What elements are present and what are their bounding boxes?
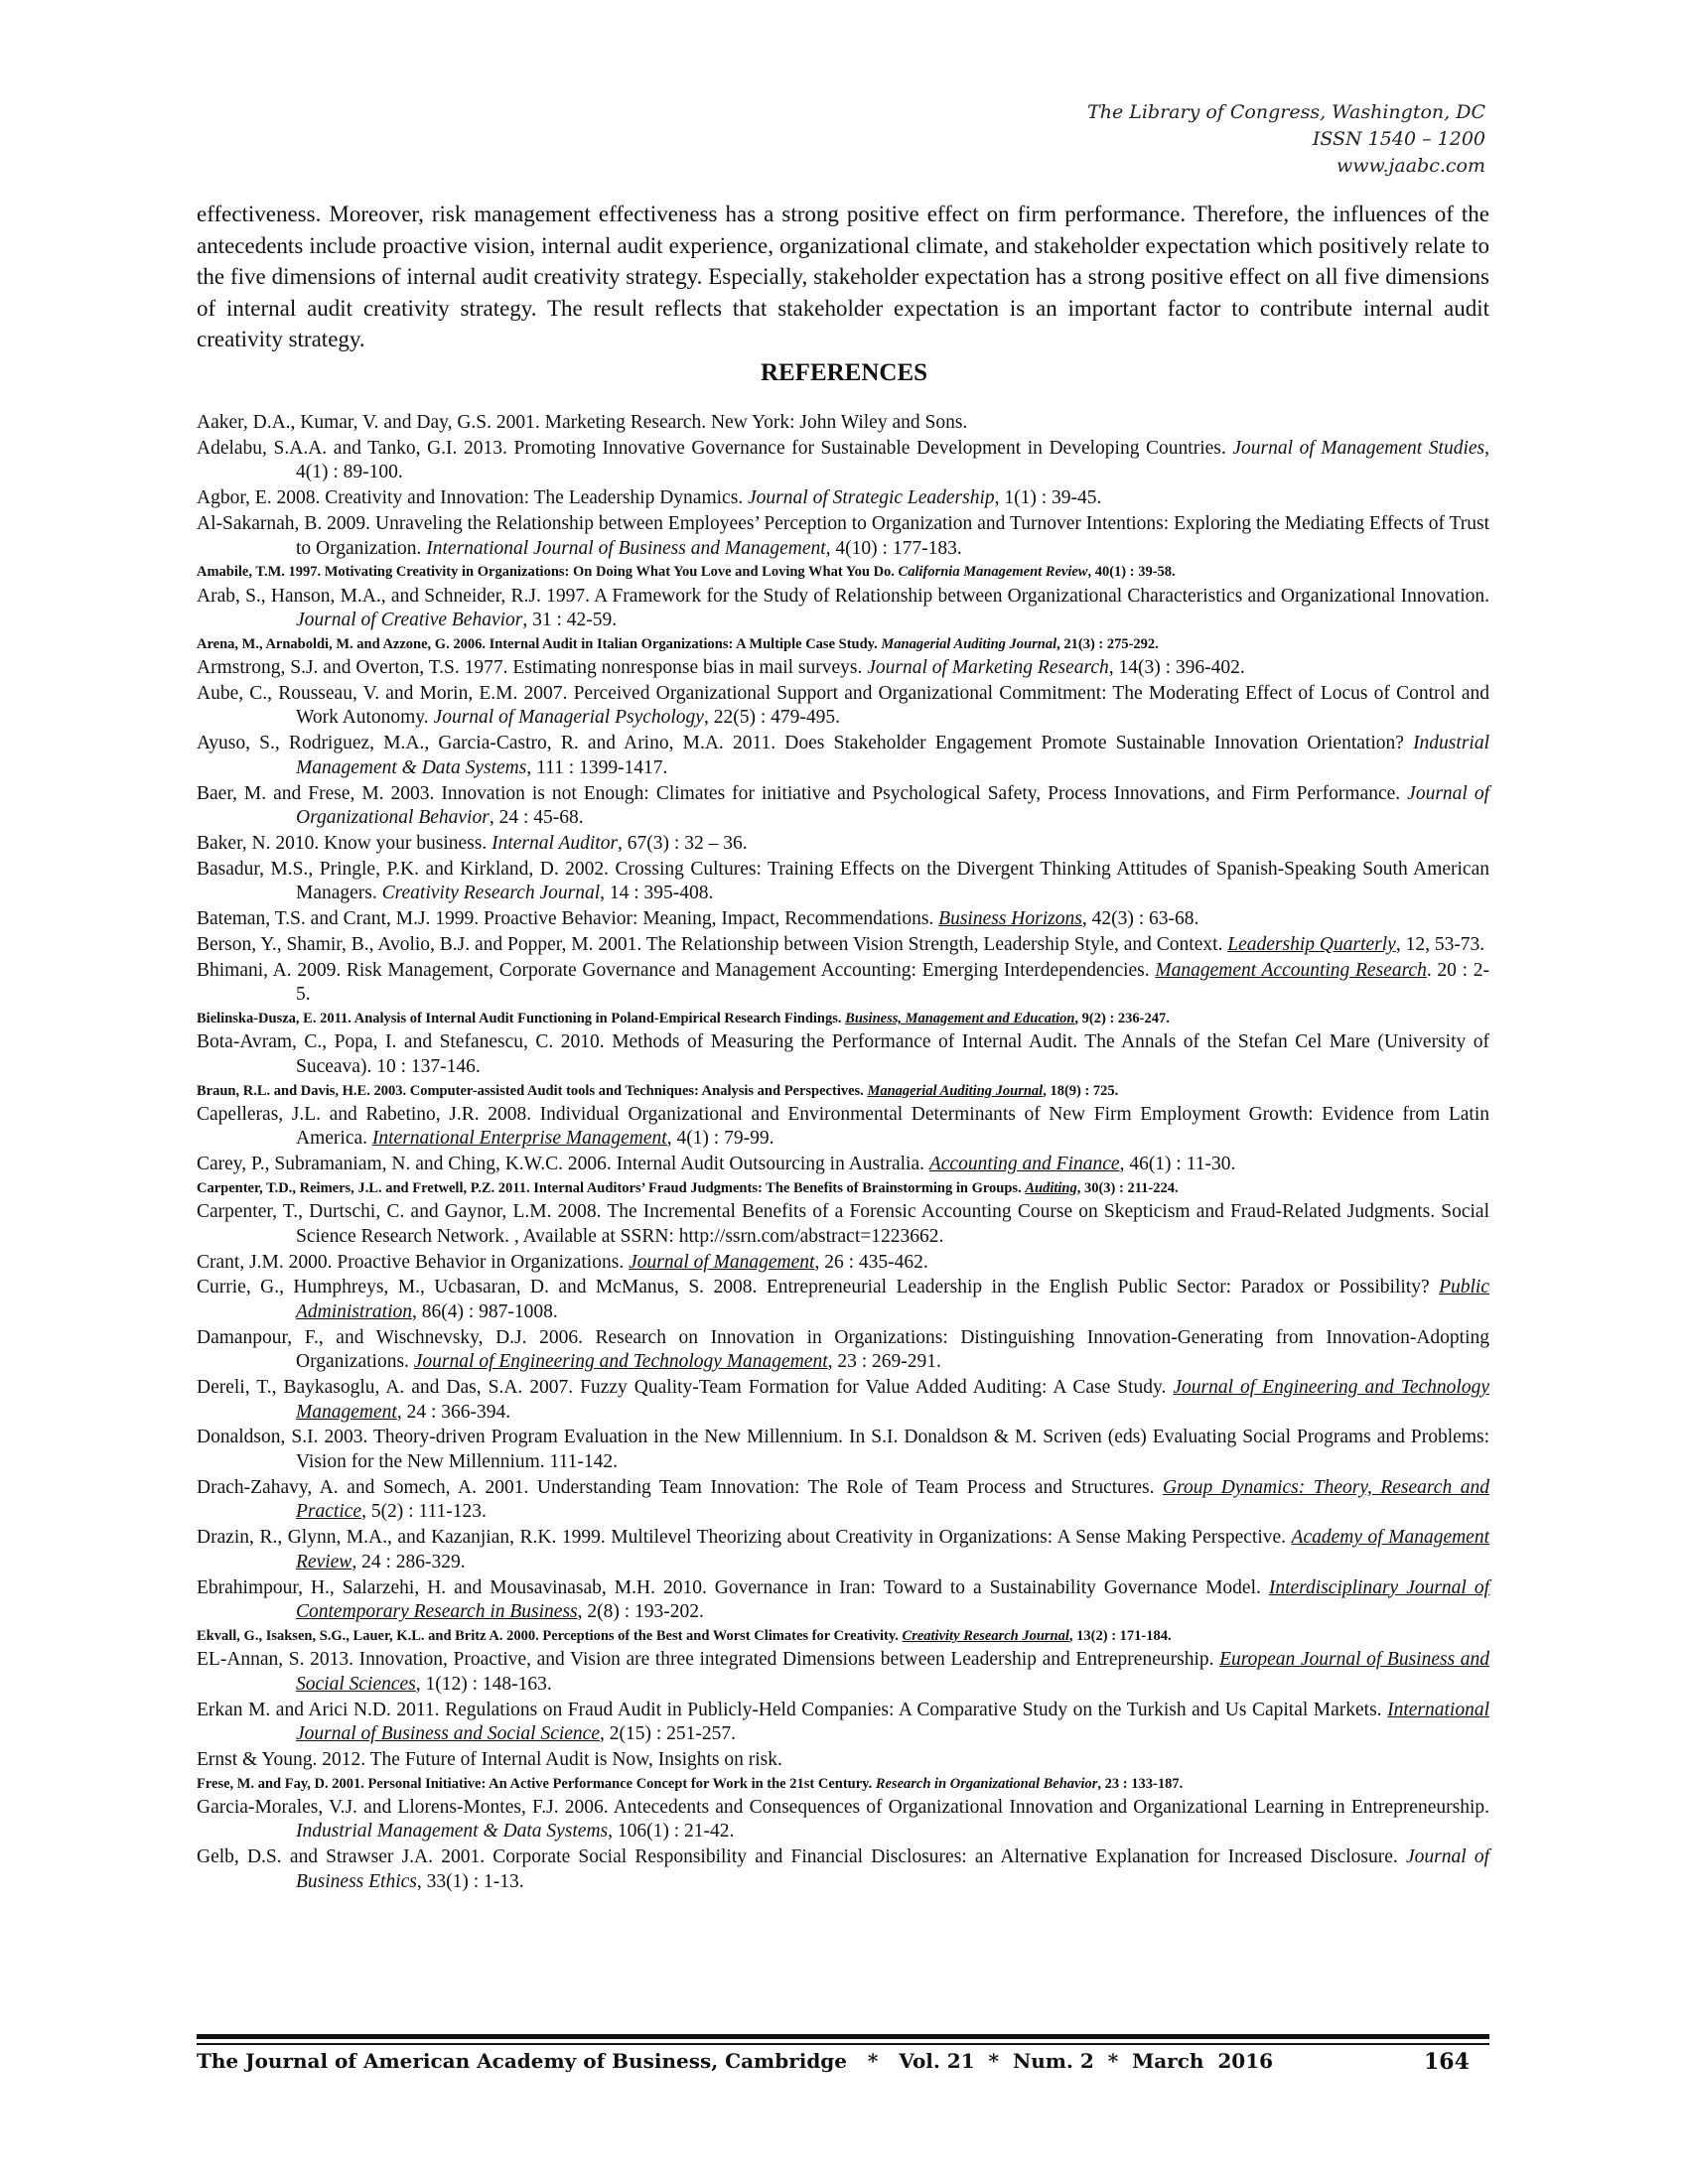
reference-text: EL-Annan, S. 2013. Innovation, Proactive, and Vision are three integrated Dimensions between Leadership and Entrepreneurship. bbox=[197, 1649, 1220, 1671]
reference-volume: , 1(1) : 39-45. bbox=[994, 487, 1102, 509]
reference-text: Capelleras, J.L. and Rabetino, J.R. 2008. Individual Organizational and Environmental Determinants of New Firm Employment Growth: Evidence from Latin America. bbox=[197, 1103, 1489, 1150]
reference-entry bbox=[197, 656, 1489, 681]
reference-journal: Public Administration bbox=[296, 1277, 1489, 1322]
reference-volume: , 23 : 269-291. bbox=[827, 1351, 941, 1373]
reference-volume: , 22(5) : 479-495. bbox=[703, 707, 840, 729]
reference-journal: Managerial Auditing Journal bbox=[867, 1082, 1044, 1099]
reference-entry bbox=[197, 858, 1489, 906]
reference-journal: European Journal of Business and Social Sciences bbox=[296, 1649, 1490, 1695]
reference-volume: , 1(12) : 148-163. bbox=[415, 1673, 552, 1695]
reference-entry bbox=[197, 1774, 1489, 1795]
reference-entry bbox=[197, 1326, 1489, 1375]
reference-journal: Accounting and Finance bbox=[928, 1154, 1120, 1175]
reference-entry bbox=[197, 1648, 1489, 1697]
reference-volume: , 33(1) : 1-13. bbox=[416, 1870, 524, 1892]
reference-text: Ayuso, S., Rodriguez, M.A., Garcia-Castro, R. and Arino, M.A. 2011. Does Stakeholder Engagement Promote Sustainable Innovation Orientation? bbox=[197, 733, 1414, 754]
reference-journal: Interdisciplinary Journal of Contemporary Research in Business bbox=[296, 1576, 1490, 1623]
reference-journal: International Journal of Business and Management bbox=[426, 537, 826, 559]
reference-text: Ernst & Young. 2012. The Future of Internal Audit is Now, Insights on risk. bbox=[197, 1748, 782, 1770]
reference-journal: Managerial Auditing Journal bbox=[881, 635, 1057, 652]
reference-text: Agbor, E. 2008. Creativity and Innovation: The Leadership Dynamics. bbox=[197, 487, 749, 509]
reference-journal: Creativity Research Journal bbox=[902, 1627, 1069, 1644]
reference-entry bbox=[197, 1576, 1489, 1625]
reference-volume: , 4(10) : 177-183. bbox=[825, 537, 962, 559]
reference-entry bbox=[197, 1178, 1489, 1199]
footer-rule-thin bbox=[197, 2043, 1489, 2045]
reference-entry bbox=[197, 682, 1489, 731]
reference-text: Amabile, T.M. 1997. Motivating Creativity in Organizations: On Doing What You Love and Loving What You Do. bbox=[197, 564, 899, 581]
reference-journal: Journal of Organizational Behavior bbox=[296, 782, 1489, 829]
reference-list bbox=[197, 411, 1489, 1896]
reference-volume: , 21(3) : 275-292. bbox=[1056, 635, 1159, 652]
reference-entry bbox=[197, 732, 1489, 780]
reference-journal: Journal of Management Studies bbox=[1232, 437, 1485, 459]
reference-text: Basadur, M.S., Pringle, P.K. and Kirkland, D. 2002. Crossing Cultures: Training Effects on the Divergent Thinking Attitudes of Spanish-Speaking South American Managers. bbox=[197, 858, 1489, 904]
reference-volume: , 12, 53-73. bbox=[1395, 933, 1485, 955]
reference-text: Damanpour, F., and Wischnevsky, D.J. 2006. Research on Innovation in Organizations: Distinguishing Innovation-Generating from Innovation-Adopting Organizations. bbox=[197, 1326, 1489, 1373]
reference-entry bbox=[197, 1009, 1489, 1029]
reference-volume: , 14 : 395-408. bbox=[600, 883, 714, 904]
reference-entry bbox=[197, 1153, 1489, 1177]
reference-entry bbox=[197, 1626, 1489, 1647]
reference-text: Drazin, R., Glynn, M.A., and Kazanjian, R.K. 1999. Multilevel Theorizing about Creativity in Organizations: A Sense Making Perspective. bbox=[197, 1527, 1292, 1549]
reference-volume: , 13(2) : 171-184. bbox=[1068, 1627, 1172, 1644]
reference-volume: , 46(1) : 11-30. bbox=[1119, 1154, 1236, 1175]
reference-journal: Journal of Strategic Leadership bbox=[748, 487, 995, 509]
reference-journal: Journal of Business Ethics bbox=[296, 1846, 1489, 1892]
reference-entry bbox=[197, 907, 1489, 932]
reference-journal: Auditing bbox=[1025, 1179, 1077, 1196]
reference-text: Baker, N. 2010. Know your business. bbox=[197, 832, 492, 854]
reference-entry bbox=[197, 1376, 1489, 1425]
reference-text: Bota-Avram, C., Popa, I. and Stefanescu, C. 2010. Methods of Measuring the Performance of Internal Audit. The Annals of the Stefan Cel Mare (University of Suceava). 10 : 137-146. bbox=[197, 1031, 1489, 1077]
reference-volume: , 14(3) : 396-402. bbox=[1108, 657, 1245, 679]
reference-text: Aube, C., Rousseau, V. and Morin, E.M. 2007. Perceived Organizational Support and Organizational Commitment: The Moderating Effect of Locus of Control and Work Autonomy. bbox=[197, 682, 1489, 729]
reference-entry bbox=[197, 1699, 1489, 1747]
reference-journal: Journal of Marketing Research bbox=[867, 657, 1109, 679]
reference-journal: Industrial Management & Data Systems bbox=[296, 1821, 609, 1843]
reference-journal: International Enterprise Management bbox=[371, 1128, 667, 1150]
reference-text: Adelabu, S.A.A. and Tanko, G.I. 2013. Promoting Innovative Governance for Sustainable Development in Developing Countries. bbox=[197, 437, 1233, 459]
reference-text: Aaker, D.A., Kumar, V. and Day, G.S. 2001. Marketing Research. New York: John Wiley and Sons. bbox=[197, 412, 968, 433]
reference-volume: , 111 : 1399-1417. bbox=[526, 756, 668, 778]
reference-text: Erkan M. and Arici N.D. 2011. Regulations on Fraud Audit in Publicly-Held Companies: A Comparative Study on the Turkish and Us Capital Markets. bbox=[197, 1699, 1388, 1720]
reference-text: Garcia-Morales, V.J. and Llorens-Montes, F.J. 2006. Antecedents and Consequences of Organizational Innovation and Organizational Learning in Entrepreneurship. bbox=[197, 1796, 1489, 1818]
reference-text: Ebrahimpour, H., Salarzehi, H. and Mousavinasab, M.H. 2010. Governance in Iran: Toward to a Sustainability Governance Model. bbox=[197, 1576, 1269, 1598]
reference-volume: , 24 : 286-329. bbox=[352, 1551, 466, 1572]
footer-journal-info: The Journal of American Academy of Business, Cambridge * Vol. 21 * Num. 2 * March 2016 bbox=[197, 2049, 1274, 2073]
reference-journal: Journal of Managerial Psychology bbox=[433, 707, 704, 729]
reference-volume: , 9(2) : 236-247. bbox=[1074, 1011, 1170, 1027]
reference-volume: , 30(3) : 211-224. bbox=[1076, 1179, 1179, 1196]
reference-volume: . 20 : 2-5. bbox=[296, 959, 1489, 1006]
reference-volume: , 67(3) : 32 – 36. bbox=[618, 832, 748, 854]
header-issn: ISSN 1540 – 1200 bbox=[1312, 128, 1485, 150]
reference-entry bbox=[197, 585, 1489, 633]
reference-entry bbox=[197, 1103, 1489, 1152]
reference-entry bbox=[197, 782, 1489, 831]
reference-entry bbox=[197, 411, 1489, 436]
reference-entry bbox=[197, 634, 1489, 655]
reference-entry bbox=[197, 486, 1489, 511]
running-header bbox=[1087, 99, 1485, 180]
reference-volume: , 2(15) : 251-257. bbox=[599, 1723, 737, 1745]
reference-entry bbox=[197, 1081, 1489, 1102]
reference-journal: Journal of Engineering and Technology Management bbox=[413, 1351, 828, 1373]
reference-entry bbox=[197, 1476, 1489, 1525]
reference-text: Carey, P., Subramaniam, N. and Ching, K.W.C. 2006. Internal Audit Outsourcing in Australia. bbox=[197, 1154, 929, 1175]
reference-volume: , 31 : 42-59. bbox=[522, 610, 618, 631]
reference-entry bbox=[197, 1200, 1489, 1249]
reference-text: Dereli, T., Baykasoglu, A. and Das, S.A. 2007. Fuzzy Quality-Team Formation for Value Added Auditing: A Case Study. bbox=[197, 1377, 1174, 1399]
reference-volume: , 4(1) : 79-99. bbox=[666, 1128, 774, 1150]
reference-journal: Journal of Engineering and Technology Management bbox=[296, 1377, 1489, 1423]
reference-volume: , 26 : 435-462. bbox=[814, 1251, 928, 1273]
reference-journal: Journal of Management bbox=[629, 1251, 815, 1273]
reference-entry bbox=[197, 1845, 1489, 1894]
header-website: www.jaabc.com bbox=[1336, 155, 1485, 177]
reference-journal: International Journal of Business and Social Science bbox=[296, 1699, 1489, 1745]
reference-text: Bhimani, A. 2009. Risk Management, Corporate Governance and Management Accounting: Emerging Interdependencies. bbox=[197, 959, 1156, 981]
reference-text: Gelb, D.S. and Strawser J.A. 2001. Corporate Social Responsibility and Financial Disclosures: an Alternative Explanation for Increased Disclosure. bbox=[197, 1846, 1406, 1868]
reference-text: Ekvall, G., Isaksen, S.G., Lauer, K.L. and Britz A. 2000. Perceptions of the Best and Worst Climates for Creativity. bbox=[197, 1627, 903, 1644]
reference-volume: , 42(3) : 63-68. bbox=[1081, 908, 1199, 930]
reference-text: Carpenter, T.D., Reimers, J.L. and Fretwell, P.Z. 2011. Internal Auditors’ Fraud Judgments: The Benefits of Brainstorming in Groups. bbox=[197, 1179, 1026, 1196]
reference-text: Al-Sakarnah, B. 2009. Unraveling the Relationship between Employees’ Perception to Organization and Turnover Intentions: Exploring the Mediating Effects of Trust to Organization. bbox=[197, 512, 1489, 559]
reference-volume: , 23 : 133-187. bbox=[1097, 1775, 1184, 1792]
reference-journal: California Management Review bbox=[898, 564, 1088, 581]
reference-volume: , 24 : 45-68. bbox=[489, 807, 584, 829]
reference-entry bbox=[197, 1276, 1489, 1324]
reference-entry bbox=[197, 1426, 1489, 1474]
reference-entry bbox=[197, 1526, 1489, 1574]
reference-entry bbox=[197, 512, 1489, 561]
reference-volume: , 2(8) : 193-202. bbox=[577, 1601, 704, 1623]
reference-entry bbox=[197, 1748, 1489, 1773]
reference-journal: Leadership Quarterly bbox=[1227, 933, 1396, 955]
reference-volume: , 24 : 366-394. bbox=[396, 1401, 511, 1423]
reference-journal: Internal Auditor bbox=[492, 832, 619, 854]
reference-text: Armstrong, S.J. and Overton, T.S. 1977. Estimating nonresponse bias in mail surveys. bbox=[197, 657, 868, 679]
reference-entry bbox=[197, 959, 1489, 1008]
reference-journal: Industrial Management & Data Systems bbox=[296, 733, 1489, 778]
reference-entry bbox=[197, 1796, 1489, 1844]
reference-journal: Academy of Management Review bbox=[296, 1527, 1489, 1572]
reference-volume: , 40(1) : 39-58. bbox=[1087, 564, 1176, 581]
reference-text: Baer, M. and Frese, M. 2003. Innovation is not Enough: Climates for initiative and Psychological Safety, Process Innovations, and Firm Performance. bbox=[197, 782, 1408, 804]
header-publisher: The Library of Congress, Washington, DC bbox=[1087, 101, 1485, 123]
reference-journal: Group Dynamics: Theory, Research and Practice bbox=[296, 1476, 1489, 1523]
reference-text: Bielinska-Dusza, E. 2011. Analysis of Internal Audit Functioning in Poland-Empirical Research Findings. bbox=[197, 1011, 846, 1027]
reference-text: Arab, S., Hanson, M.A., and Schneider, R.J. 1997. A Framework for the Study of Relationship between Organizational Characteristics and Organizational Innovation. bbox=[197, 585, 1489, 607]
reference-journal: Business Horizons bbox=[938, 908, 1082, 930]
reference-journal: Research in Organizational Behavior bbox=[875, 1775, 1098, 1792]
reference-text: Arena, M., Arnaboldi, M. and Azzone, G. 2006. Internal Audit in Italian Organizations: A Multiple Case Study. bbox=[197, 635, 882, 652]
reference-volume: , 5(2) : 111-123. bbox=[361, 1501, 487, 1523]
reference-journal: Business, Management and Education bbox=[845, 1011, 1075, 1027]
page-number: 164 bbox=[1424, 2049, 1470, 2075]
reference-volume: , 4(1) : 89-100. bbox=[296, 437, 1489, 483]
running-footer bbox=[197, 2049, 1489, 2085]
reference-text: Carpenter, T., Durtschi, C. and Gaynor, L.M. 2008. The Incremental Benefits of a Forensic Accounting Course on Skepticism and Fraud-Related Judgments. Social Science Research Network. , Available at SSRN: http://ssrn.com/abstract=1223662. bbox=[197, 1201, 1489, 1247]
reference-entry bbox=[197, 832, 1489, 857]
reference-text: Drach-Zahavy, A. and Somech, A. 2001. Understanding Team Innovation: The Role of Team Process and Structures. bbox=[197, 1476, 1164, 1498]
reference-text: Braun, R.L. and Davis, H.E. 2003. Computer-assisted Audit tools and Techniques: Analysis and Perspectives. bbox=[197, 1082, 868, 1099]
reference-entry bbox=[197, 1030, 1489, 1079]
body-paragraph: effectiveness. Moreover, risk management effectiveness has a strong positive effect on firm performance. Therefore, the influences of the antecedents include proactive vision, internal audit experience, organizational climate, and stakeholder expectation which positively relate to the five dimensions of internal audit creativity strategy. Especially, stakeholder expectation has a strong positive effect on all five dimensions of internal audit creativity strategy. The result reflects that stakeholder expectation is an important factor to contribute internal audit creativity strategy. bbox=[197, 202, 1489, 351]
reference-text: Bateman, T.S. and Crant, M.J. 1999. Proactive Behavior: Meaning, Impact, Recommendations. bbox=[197, 908, 939, 930]
reference-entry bbox=[197, 437, 1489, 485]
reference-journal: Journal of Creative Behavior bbox=[296, 610, 523, 631]
reference-entry bbox=[197, 562, 1489, 583]
footer-rule-thick bbox=[197, 2034, 1489, 2039]
reference-entry bbox=[197, 1251, 1489, 1276]
reference-entry bbox=[197, 933, 1489, 958]
references-heading: REFERENCES bbox=[760, 359, 928, 386]
reference-text: Berson, Y., Shamir, B., Avolio, B.J. and Popper, M. 2001. The Relationship between Vision Strength, Leadership Style, and Context. bbox=[197, 933, 1228, 955]
reference-text: Currie, G., Humphreys, M., Ucbasaran, D. and McManus, S. 2008. Entrepreneurial Leadership in the English Public Sector: Paradox or Possibility? bbox=[197, 1277, 1440, 1298]
reference-text: Crant, J.M. 2000. Proactive Behavior in Organizations. bbox=[197, 1251, 630, 1273]
reference-journal: Creativity Research Journal bbox=[381, 883, 601, 904]
reference-journal: Management Accounting Research bbox=[1155, 959, 1427, 981]
reference-volume: , 86(4) : 987-1008. bbox=[412, 1300, 558, 1322]
reference-volume: , 18(9) : 725. bbox=[1043, 1082, 1119, 1099]
reference-text: Donaldson, S.I. 2003. Theory-driven Program Evaluation in the New Millennium. In S.I. Donaldson & M. Scriven (eds) Evaluating Social Programs and Problems: Vision for the New Millennium. 111-142. bbox=[197, 1427, 1489, 1473]
reference-text: Frese, M. and Fay, D. 2001. Personal Initiative: An Active Performance Concept for Work in the 21st Century. bbox=[197, 1775, 876, 1792]
reference-volume: , 106(1) : 21-42. bbox=[608, 1821, 735, 1843]
